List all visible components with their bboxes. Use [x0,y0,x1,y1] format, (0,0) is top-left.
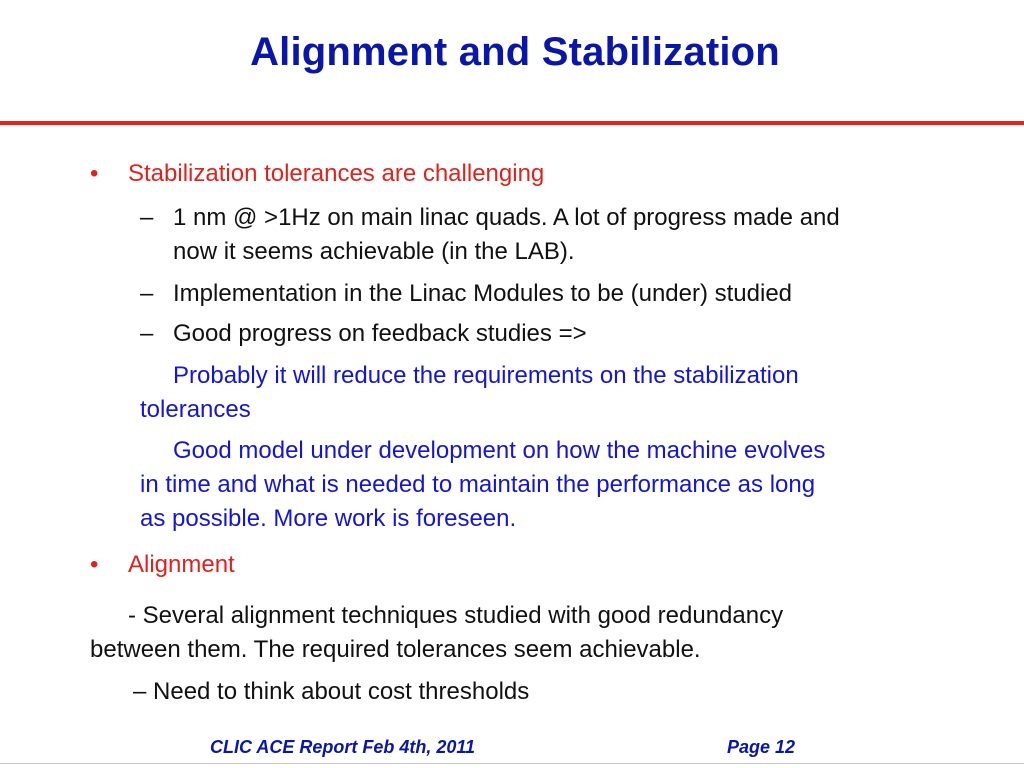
dash-marker: – [140,320,154,347]
bullet-stabilization: Stabilization tolerances are challenging [128,160,545,187]
paragraph-text: between them. The required tolerances seem achievable. [90,636,701,663]
subitem-text: now it seems achievable (in the LAB). [173,238,575,265]
note-text: Good model under development on how the machine evolves [173,437,826,464]
footer-page-number: Page 12 [727,737,796,757]
last-line-text: – Need to think about cost thresholds [133,678,530,705]
paragraph-text: - Several alignment techniques studied with good redundancy [128,602,784,629]
bullet-marker: • [90,551,99,578]
slide-title: Alignment and Stabilization [250,30,780,74]
bullet-alignment: Alignment [128,551,235,578]
bullet-marker: • [90,160,99,187]
note-text: in time and what is needed to maintain the performance as long [140,471,816,498]
subitem-text: 1 nm @ >1Hz on main linac quads. A lot of progress made and [173,204,840,231]
dash-marker: – [140,204,154,231]
dash-marker: – [140,280,154,307]
footer-report: CLIC ACE Report Feb 4th, 2011 [210,737,476,757]
note-text: tolerances [140,396,251,423]
subitem-text: Good progress on feedback studies => [173,320,587,347]
note-text: Probably it will reduce the requirements on the stabilization [173,362,799,389]
footer-divider [0,763,1024,764]
note-text: as possible. More work is foreseen. [140,505,517,532]
title-underline [0,121,1024,125]
subitem-text: Implementation in the Linac Modules to be (under) studied [173,280,793,307]
